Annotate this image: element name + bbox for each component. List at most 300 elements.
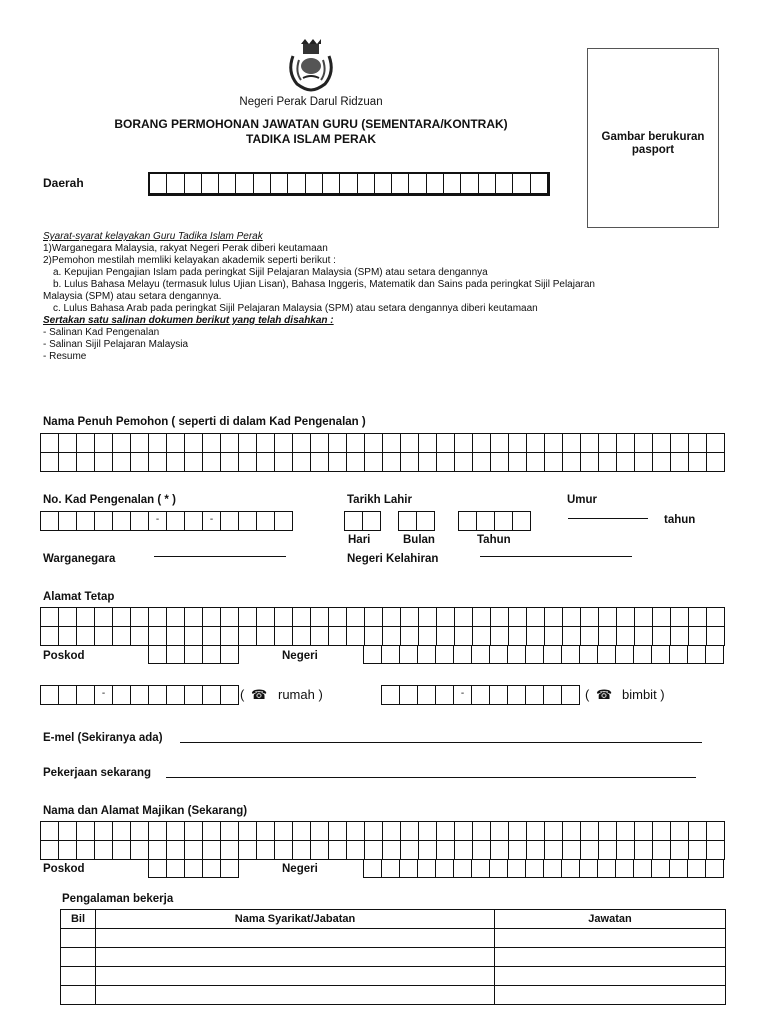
input-box[interactable] [203,608,221,627]
input-box[interactable] [581,608,599,627]
input-box[interactable] [472,645,490,664]
input-box[interactable] [417,512,435,531]
input-box[interactable] [275,822,293,841]
input-box[interactable] [508,686,526,705]
input-box[interactable] [185,434,203,453]
input-box[interactable] [527,434,545,453]
input-box[interactable] [113,512,131,531]
input-box[interactable] [437,841,455,860]
input-box[interactable] [490,859,508,878]
input-box[interactable] [707,434,725,453]
input-box[interactable] [454,859,472,878]
dob-month-boxes[interactable] [398,511,435,531]
input-box[interactable] [617,822,635,841]
input-box[interactable] [149,608,167,627]
input-box[interactable] [563,453,581,472]
input-box[interactable] [113,841,131,860]
input-box[interactable] [167,841,185,860]
input-box[interactable] [616,645,634,664]
input-box[interactable] [293,627,311,646]
input-box[interactable] [340,174,357,194]
input-box[interactable] [77,627,95,646]
input-box[interactable] [77,822,95,841]
input-box[interactable] [383,453,401,472]
input-box[interactable] [365,608,383,627]
input-box[interactable] [563,841,581,860]
employer-input-boxes[interactable] [40,821,725,860]
input-box[interactable] [365,453,383,472]
input-box[interactable] [513,512,531,531]
input-box[interactable] [688,645,706,664]
input-box[interactable] [271,174,288,194]
employer-postcode-boxes[interactable] [148,859,239,878]
input-box[interactable] [526,686,544,705]
input-box[interactable] [526,645,544,664]
dash-box[interactable]: - [95,686,113,705]
input-box[interactable] [293,841,311,860]
table-row[interactable] [61,967,726,986]
input-box[interactable] [275,627,293,646]
input-box[interactable] [401,453,419,472]
input-box[interactable] [275,512,293,531]
input-box[interactable] [444,174,461,194]
input-box[interactable] [545,608,563,627]
input-box[interactable] [131,453,149,472]
input-box[interactable] [527,608,545,627]
input-box[interactable] [477,512,495,531]
input-box[interactable] [167,608,185,627]
input-box[interactable] [707,453,725,472]
input-box[interactable] [706,859,724,878]
input-box[interactable] [41,608,59,627]
input-box[interactable] [472,859,490,878]
input-box[interactable] [293,453,311,472]
input-box[interactable] [257,822,275,841]
input-box[interactable] [239,841,257,860]
input-box[interactable] [219,174,236,194]
input-box[interactable] [293,434,311,453]
input-box[interactable] [671,453,689,472]
input-box[interactable] [509,841,527,860]
input-box[interactable] [581,822,599,841]
input-box[interactable] [275,608,293,627]
input-box[interactable] [491,608,509,627]
input-box[interactable] [293,822,311,841]
input-box[interactable] [203,859,221,878]
input-box[interactable] [185,608,203,627]
input-box[interactable] [635,822,653,841]
input-box[interactable] [491,822,509,841]
input-box[interactable] [617,841,635,860]
full-name-input-boxes[interactable] [40,433,725,472]
input-box[interactable] [418,859,436,878]
dash-box[interactable]: - [454,686,472,705]
input-box[interactable] [167,627,185,646]
input-box[interactable] [329,841,347,860]
input-box[interactable] [150,174,167,194]
input-box[interactable] [358,174,375,194]
input-box[interactable] [257,841,275,860]
input-box[interactable] [652,859,670,878]
input-box[interactable] [635,841,653,860]
input-box[interactable] [329,627,347,646]
input-box[interactable] [383,841,401,860]
input-box[interactable] [526,859,544,878]
input-box[interactable] [365,822,383,841]
input-box[interactable] [221,859,239,878]
input-box[interactable] [454,645,472,664]
input-box[interactable] [653,453,671,472]
input-box[interactable] [653,627,671,646]
input-box[interactable] [149,841,167,860]
email-input-line[interactable] [180,742,702,743]
input-box[interactable] [689,434,707,453]
input-box[interactable] [401,627,419,646]
input-box[interactable] [329,608,347,627]
input-box[interactable] [437,608,455,627]
dash-box[interactable]: - [149,512,167,531]
input-box[interactable] [257,434,275,453]
input-box[interactable] [113,453,131,472]
input-box[interactable] [239,608,257,627]
input-box[interactable] [311,608,329,627]
input-box[interactable] [671,608,689,627]
input-box[interactable] [508,859,526,878]
input-box[interactable] [239,627,257,646]
input-box[interactable] [167,453,185,472]
input-box[interactable] [562,686,580,705]
input-box[interactable] [221,627,239,646]
input-box[interactable] [375,174,392,194]
input-box[interactable] [652,645,670,664]
input-box[interactable] [113,434,131,453]
input-box[interactable] [203,627,221,646]
input-box[interactable] [401,434,419,453]
input-box[interactable] [491,841,509,860]
input-box[interactable] [77,453,95,472]
input-box[interactable] [185,174,202,194]
input-box[interactable] [581,627,599,646]
input-box[interactable] [427,174,444,194]
input-box[interactable] [221,608,239,627]
input-box[interactable] [382,645,400,664]
input-box[interactable] [323,174,340,194]
input-box[interactable] [383,822,401,841]
input-box[interactable] [473,434,491,453]
input-box[interactable] [221,434,239,453]
input-box[interactable] [149,453,167,472]
input-box[interactable] [545,434,563,453]
input-box[interactable] [617,627,635,646]
input-box[interactable] [581,453,599,472]
input-box[interactable] [257,512,275,531]
input-box[interactable] [455,434,473,453]
input-box[interactable] [527,453,545,472]
input-box[interactable] [236,174,253,194]
input-box[interactable] [59,841,77,860]
input-box[interactable] [221,686,239,705]
input-box[interactable] [221,453,239,472]
input-box[interactable] [365,627,383,646]
input-box[interactable] [509,608,527,627]
input-box[interactable] [113,686,131,705]
input-box[interactable] [544,686,562,705]
ic-input-boxes[interactable] [40,511,293,531]
input-box[interactable] [203,434,221,453]
input-box[interactable] [59,512,77,531]
input-box[interactable] [472,686,490,705]
input-box[interactable] [221,841,239,860]
input-box[interactable] [288,174,305,194]
input-box[interactable] [437,434,455,453]
input-box[interactable] [95,822,113,841]
address-input-boxes[interactable] [40,607,725,646]
input-box[interactable] [95,434,113,453]
age-input-line[interactable] [568,518,648,519]
input-box[interactable] [545,627,563,646]
input-box[interactable] [113,822,131,841]
postcode-input-boxes[interactable] [148,645,239,664]
input-box[interactable] [491,453,509,472]
input-box[interactable] [185,627,203,646]
input-box[interactable] [41,453,59,472]
input-box[interactable] [77,512,95,531]
input-box[interactable] [599,841,617,860]
input-box[interactable] [689,453,707,472]
input-box[interactable] [167,434,185,453]
input-box[interactable] [41,512,59,531]
input-box[interactable] [531,174,548,194]
input-box[interactable] [616,859,634,878]
input-box[interactable] [203,645,221,664]
input-box[interactable] [436,645,454,664]
table-row[interactable] [61,986,726,1005]
input-box[interactable] [653,608,671,627]
input-box[interactable] [95,841,113,860]
input-box[interactable] [185,512,203,531]
input-box[interactable] [490,686,508,705]
input-box[interactable] [706,645,724,664]
input-box[interactable] [239,453,257,472]
input-box[interactable] [409,174,426,194]
input-box[interactable] [496,174,513,194]
input-box[interactable] [419,822,437,841]
input-box[interactable] [149,645,167,664]
input-box[interactable] [671,822,689,841]
input-box[interactable] [221,645,239,664]
input-box[interactable] [491,434,509,453]
input-box[interactable] [689,841,707,860]
employer-state-boxes[interactable] [363,859,724,878]
input-box[interactable] [347,841,365,860]
input-box[interactable] [580,645,598,664]
input-box[interactable] [437,627,455,646]
input-box[interactable] [383,627,401,646]
input-box[interactable] [689,608,707,627]
input-box[interactable] [59,453,77,472]
input-box[interactable] [113,608,131,627]
input-box[interactable] [599,822,617,841]
input-box[interactable] [347,453,365,472]
input-box[interactable] [563,608,581,627]
input-box[interactable] [495,512,513,531]
input-box[interactable] [257,608,275,627]
input-box[interactable] [634,859,652,878]
input-box[interactable] [239,434,257,453]
input-box[interactable] [653,434,671,453]
input-box[interactable] [617,608,635,627]
input-box[interactable] [131,822,149,841]
input-box[interactable] [329,453,347,472]
input-box[interactable] [347,434,365,453]
input-box[interactable] [95,627,113,646]
input-box[interactable] [479,174,496,194]
input-box[interactable] [59,608,77,627]
input-box[interactable] [473,822,491,841]
input-box[interactable] [598,645,616,664]
input-box[interactable] [473,627,491,646]
input-box[interactable] [365,434,383,453]
input-box[interactable] [185,859,203,878]
input-box[interactable] [513,174,530,194]
input-box[interactable] [670,859,688,878]
input-box[interactable] [671,434,689,453]
input-box[interactable] [167,686,185,705]
input-box[interactable] [149,859,167,878]
input-box[interactable] [599,453,617,472]
input-box[interactable] [419,453,437,472]
dob-year-boxes[interactable] [458,511,531,531]
input-box[interactable] [491,627,509,646]
input-box[interactable] [167,645,185,664]
input-box[interactable] [185,645,203,664]
input-box[interactable] [392,174,409,194]
input-box[interactable] [509,822,527,841]
input-box[interactable] [239,822,257,841]
input-box[interactable] [185,841,203,860]
input-box[interactable] [275,841,293,860]
input-box[interactable] [545,841,563,860]
table-row[interactable] [61,948,726,967]
input-box[interactable] [545,453,563,472]
input-box[interactable] [419,608,437,627]
input-box[interactable] [382,686,400,705]
input-box[interactable] [95,512,113,531]
input-box[interactable] [329,822,347,841]
input-box[interactable] [131,434,149,453]
input-box[interactable] [436,859,454,878]
input-box[interactable] [347,627,365,646]
input-box[interactable] [707,822,725,841]
input-box[interactable] [203,822,221,841]
input-box[interactable] [635,453,653,472]
input-box[interactable] [671,627,689,646]
input-box[interactable] [167,174,184,194]
input-box[interactable] [275,434,293,453]
input-box[interactable] [508,645,526,664]
dash-box[interactable]: - [203,512,221,531]
input-box[interactable] [545,822,563,841]
input-box[interactable] [345,512,363,531]
input-box[interactable] [167,512,185,531]
daerah-input-boxes[interactable] [148,172,550,196]
input-box[interactable] [41,627,59,646]
input-box[interactable] [653,822,671,841]
input-box[interactable] [311,841,329,860]
input-box[interactable] [221,822,239,841]
input-box[interactable] [41,822,59,841]
input-box[interactable] [77,686,95,705]
input-box[interactable] [347,822,365,841]
input-box[interactable] [383,608,401,627]
input-box[interactable] [599,608,617,627]
input-box[interactable] [399,512,417,531]
input-box[interactable] [185,822,203,841]
input-box[interactable] [77,841,95,860]
input-box[interactable] [635,608,653,627]
input-box[interactable] [382,859,400,878]
input-box[interactable] [527,822,545,841]
input-box[interactable] [167,822,185,841]
input-box[interactable] [311,434,329,453]
input-box[interactable] [149,686,167,705]
input-box[interactable] [41,434,59,453]
input-box[interactable] [59,627,77,646]
input-box[interactable] [581,841,599,860]
input-box[interactable] [419,434,437,453]
input-box[interactable] [383,434,401,453]
input-box[interactable] [459,512,477,531]
input-box[interactable] [436,686,454,705]
input-box[interactable] [167,859,185,878]
input-box[interactable] [59,686,77,705]
input-box[interactable] [400,645,418,664]
input-box[interactable] [185,686,203,705]
input-box[interactable] [509,453,527,472]
input-box[interactable] [311,822,329,841]
input-box[interactable] [563,627,581,646]
input-box[interactable] [527,841,545,860]
input-box[interactable] [563,434,581,453]
input-box[interactable] [418,686,436,705]
input-box[interactable] [509,434,527,453]
input-box[interactable] [203,841,221,860]
input-box[interactable] [347,608,365,627]
input-box[interactable] [149,822,167,841]
input-box[interactable] [670,645,688,664]
input-box[interactable] [419,841,437,860]
input-box[interactable] [149,434,167,453]
input-box[interactable] [598,859,616,878]
input-box[interactable] [437,822,455,841]
input-box[interactable] [599,627,617,646]
input-box[interactable] [599,434,617,453]
input-box[interactable] [59,434,77,453]
input-box[interactable] [149,627,167,646]
mobile-phone-boxes[interactable] [381,685,580,705]
input-box[interactable] [131,608,149,627]
input-box[interactable] [131,627,149,646]
input-box[interactable] [418,645,436,664]
input-box[interactable] [202,174,219,194]
input-box[interactable] [689,822,707,841]
input-box[interactable] [203,686,221,705]
input-box[interactable] [544,645,562,664]
dob-day-boxes[interactable] [344,511,381,531]
input-box[interactable] [293,608,311,627]
input-box[interactable] [113,627,131,646]
input-box[interactable] [437,453,455,472]
